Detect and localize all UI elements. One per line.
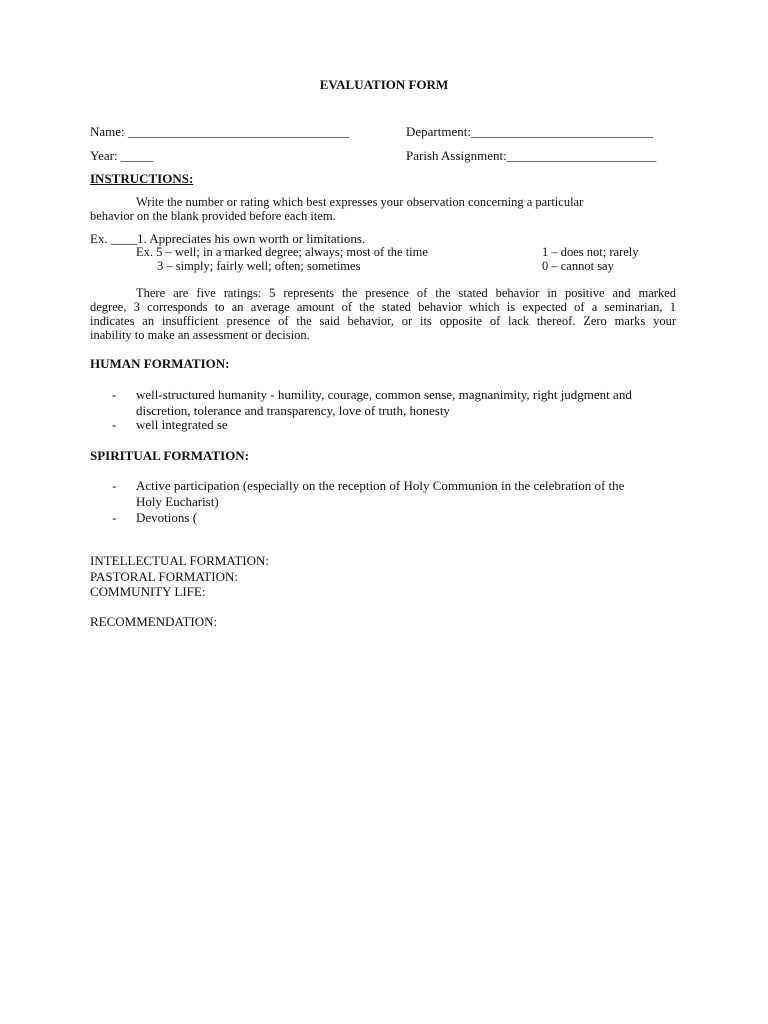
ratings-explanation-line-2: degree, 3 corresponds to an average amount of the stated behavior which is expected of a seminarian, 1	[90, 300, 676, 314]
scale-5-description: Ex. 5 – well; in a marked degree; always; most of the time	[136, 245, 428, 259]
scale-1-description: 1 – does not; rarely	[542, 245, 639, 259]
bullet-dash: -	[112, 510, 117, 525]
spiritual-formation-heading: SPIRITUAL FORMATION:	[90, 448, 250, 463]
community-life-heading: COMMUNITY LIFE:	[90, 584, 206, 599]
department-field: Department:____________________________	[406, 124, 653, 139]
instructions-text-line-2: behavior on the blank provided before each item.	[90, 209, 336, 223]
intellectual-formation-heading: INTELLECTUAL FORMATION:	[90, 553, 269, 568]
spiritual-formation-item-2: Devotions (	[136, 510, 198, 525]
human-formation-item-1-line-2: discretion, tolerance and transparency, love of truth, honesty	[136, 403, 450, 418]
human-formation-heading: HUMAN FORMATION:	[90, 356, 230, 371]
scale-3-description: 3 – simply; fairly well; often; sometimes	[157, 259, 361, 273]
instructions-text-line-1: Write the number or rating which best expresses your observation concerning a particular	[136, 195, 584, 209]
bullet-dash: -	[112, 417, 117, 432]
year-field: Year: _____	[90, 148, 154, 163]
pastoral-formation-heading: PASTORAL FORMATION:	[90, 569, 238, 584]
parish-assignment-field: Parish Assignment:_______________________	[406, 148, 657, 163]
human-formation-item-2: well integrated se	[136, 417, 228, 432]
ratings-explanation-line-4: inability to make an assessment or decision.	[90, 328, 310, 342]
form-title: EVALUATION FORM	[319, 77, 449, 92]
bullet-dash: -	[112, 478, 117, 493]
ratings-explanation-line-1: There are five ratings: 5 represents the presence of the stated behavior in positive and marked	[136, 286, 676, 300]
human-formation-item-1-line-1: well-structured humanity - humility, courage, common sense, magnanimity, right judgment and	[136, 387, 632, 402]
ratings-explanation-line-3: indicates an insufficient presence of the said behavior, or its opposite of lack thereof. Zero marks your	[90, 314, 676, 328]
spiritual-formation-item-1-line-2: Holy Eucharist)	[136, 494, 219, 509]
bullet-dash: -	[112, 387, 117, 402]
recommendation-heading: RECOMMENDATION:	[90, 614, 218, 629]
example-item: Ex. ____1. Appreciates his own worth or limitations.	[90, 231, 366, 246]
instructions-heading: INSTRUCTIONS:	[90, 171, 194, 186]
scale-0-description: 0 – cannot say	[542, 259, 614, 273]
name-field: Name: __________________________________	[90, 124, 349, 139]
spiritual-formation-item-1-line-1: Active participation (especially on the reception of Holy Communion in the celebration of the	[136, 478, 625, 493]
